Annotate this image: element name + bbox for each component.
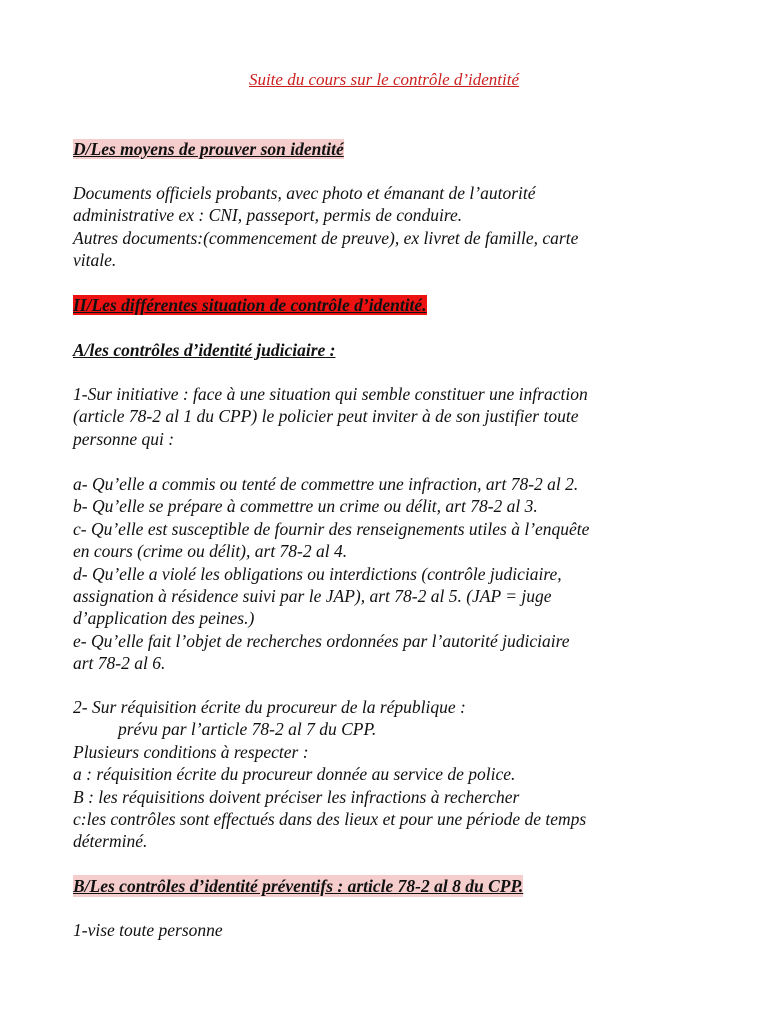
list-item: a- Qu’elle a commis ou tenté de commettre une infraction, art 78-2 al 2. xyxy=(73,474,579,494)
section-d-heading: D/Les moyens de prouver son identité xyxy=(73,139,344,159)
text-line: vitale. xyxy=(73,250,117,271)
section-a xyxy=(73,339,713,361)
text-line: Plusieurs conditions à respecter : xyxy=(73,741,309,762)
text-line: 2- Sur réquisition écrite du procureur de la république : xyxy=(73,697,466,717)
section-b-heading-ref: article 78-2 al 8 du CPP. xyxy=(347,876,524,896)
text-line: administrative ex : CNI, passeport, permis de conduire. xyxy=(73,205,463,226)
document-title: Suite du cours sur le contrôle d’identité xyxy=(248,70,520,89)
text-line: c:les contrôles sont effectués dans des lieux et pour une période de temps xyxy=(73,809,587,830)
text-line: 1-Sur initiative : face à une situation qui semble constituer une infraction xyxy=(73,384,588,404)
section-b xyxy=(73,875,713,897)
section-a-items xyxy=(73,473,713,675)
section-a-heading-colon: : xyxy=(325,340,336,360)
section-a-intro xyxy=(73,383,713,450)
text-line: Documents officiels probants, avec photo et émanant de l’autorité xyxy=(73,183,536,203)
text-line: 1-vise toute personne xyxy=(73,920,223,940)
section-ii-heading: II/Les différentes situation de contrôle d’identité. xyxy=(73,295,427,315)
text-line: personne qui : xyxy=(73,428,175,449)
text-line: B : les réquisitions doivent préciser les infractions à rechercher xyxy=(73,786,520,807)
list-item: art 78-2 al 6. xyxy=(73,653,166,674)
section-a-heading: A/les contrôles d’identité judiciaire xyxy=(73,340,326,360)
text-line: Autres documents:(commencement de preuve), ex livret de famille, carte xyxy=(73,227,579,248)
section-a-requisition xyxy=(73,696,713,853)
list-item: en cours (crime ou délit), art 78-2 al 4. xyxy=(73,541,348,562)
list-item: d’application des peines.) xyxy=(73,608,255,629)
section-b-heading: B/Les contrôles d’identité préventifs xyxy=(73,876,334,896)
list-item: e- Qu’elle fait l’objet de recherches ordonnées par l’autorité judiciaire xyxy=(73,630,570,651)
section-d-body xyxy=(73,182,713,272)
section-d xyxy=(73,138,713,160)
text-line: a : réquisition écrite du procureur donnée au service de police. xyxy=(73,764,516,785)
list-item: b- Qu’elle se prépare à commettre un crime ou délit, art 78-2 al 3. xyxy=(73,496,538,517)
list-item: assignation à résidence suivi par le JAP), art 78-2 al 5. (JAP = juge xyxy=(73,586,552,607)
section-ii xyxy=(73,294,713,316)
section-b-body xyxy=(73,919,713,941)
section-b-heading-sep: : xyxy=(333,876,348,896)
text-line: (article 78-2 al 1 du CPP) le policier peut inviter à de son justifier toute xyxy=(73,406,579,427)
text-line: prévu par l’article 78-2 al 7 du CPP. xyxy=(118,719,377,740)
text-line: déterminé. xyxy=(73,831,148,852)
list-item: c- Qu’elle est susceptible de fournir des renseignements utiles à l’enquête xyxy=(73,518,590,539)
list-item: d- Qu’elle a violé les obligations ou interdictions (contrôle judiciaire, xyxy=(73,563,562,584)
